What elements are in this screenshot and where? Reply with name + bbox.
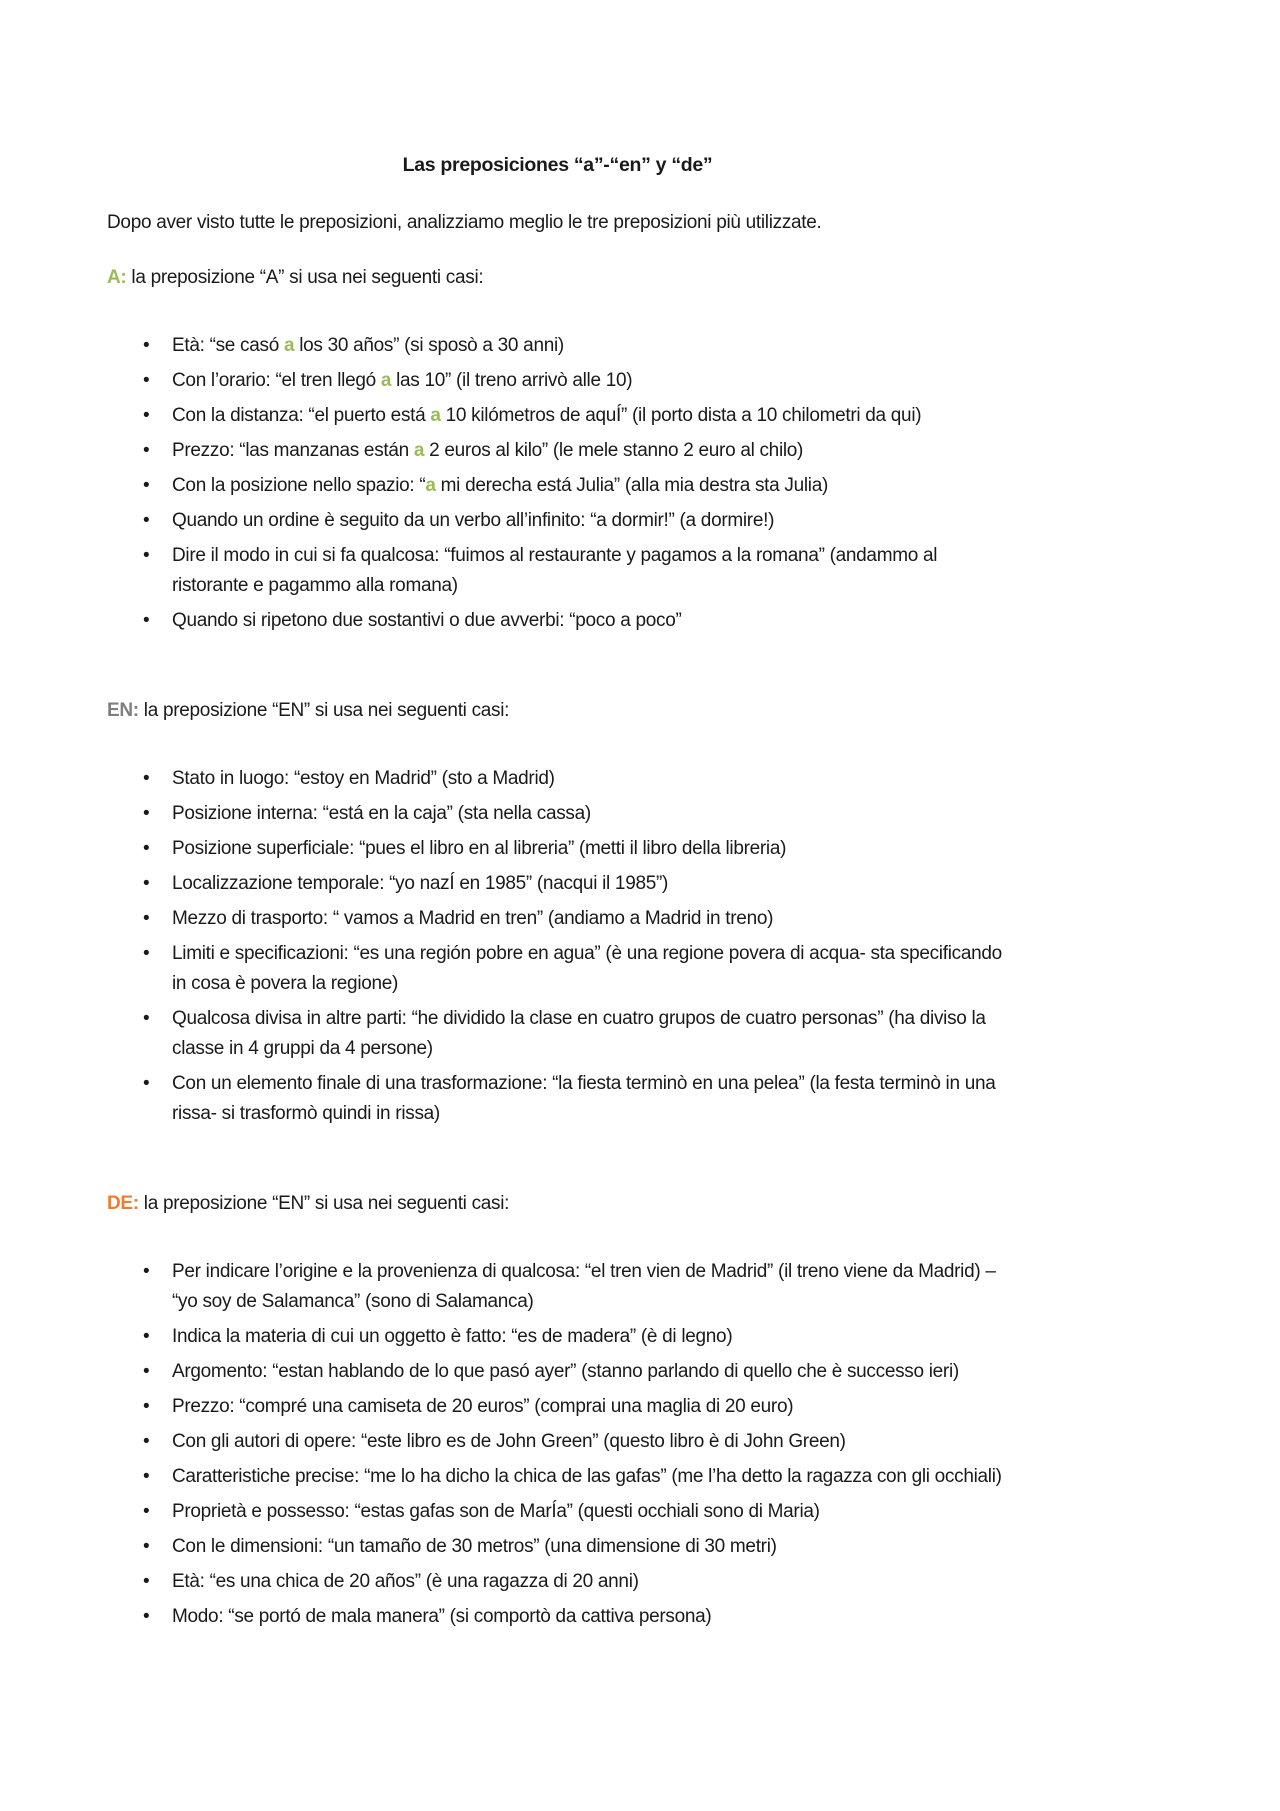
section-a-heading-text: la preposizione “A” si usa nei seguenti casi: <box>126 267 484 288</box>
bullet-item <box>143 939 1008 999</box>
bullet-item <box>143 1567 1008 1597</box>
bullet-text: Posizione superficiale: “pues el libro en al libreria” (metti il libro della libreria) <box>172 838 787 859</box>
bullet-text: Modo: “se portó de mala manera” (si comportò da cattiva persona) <box>172 1606 712 1627</box>
section-a-bullet-list <box>107 331 1008 636</box>
bullet-text: Argomento: “estan hablando de lo que pasó ayer” (stanno parlando di quello che è successo ieri) <box>172 1361 959 1382</box>
bullet-text: Localizzazione temporale: “yo nazÍ en 1985” (nacqui il 1985”) <box>172 873 669 894</box>
bullet-text: Con la posizione nello spazio: “ <box>172 475 426 496</box>
bullet-text: Quando un ordine è seguito da un verbo all’infinito: “a dormir!” (a dormire!) <box>172 510 775 531</box>
bullet-text: Indica la materia di cui un oggetto è fatto: “es de madera” (è di legno) <box>172 1326 733 1347</box>
highlighted-preposition: a <box>283 335 295 356</box>
section-de-heading-text: la preposizione “EN” si usa nei seguenti casi: <box>138 1193 510 1214</box>
bullet-item <box>143 1532 1008 1562</box>
highlighted-preposition: a <box>413 440 425 461</box>
bullet-item <box>143 904 1008 934</box>
bullet-item <box>143 764 1008 794</box>
sections-container <box>107 263 1008 1632</box>
bullet-text: Con gli autori di opere: “este libro es de John Green” (questo libro è di John Green) <box>172 1431 846 1452</box>
section-de-heading <box>107 1189 1008 1219</box>
bullet-item <box>143 401 1008 431</box>
section-a <box>107 263 1008 636</box>
section-en-heading <box>107 696 1008 726</box>
bullet-item <box>143 1427 1008 1457</box>
bullet-item <box>143 834 1008 864</box>
bullet-item <box>143 506 1008 536</box>
bullet-item <box>143 1462 1008 1492</box>
bullet-text: Prezzo: “compré una camiseta de 20 euros” (comprai una maglia di 20 euro) <box>172 1396 794 1417</box>
bullet-item <box>143 331 1008 361</box>
bullet-text: 2 euros al kilo” (le mele stanno 2 euro al chilo) <box>424 440 804 461</box>
bullet-text: Qualcosa divisa in altre parti: “he dividido la clase en cuatro grupos de cuatro personas” (ha diviso la classe in 4 gruppi da 4 persone) <box>172 1008 986 1059</box>
bullet-item <box>143 1357 1008 1387</box>
bullet-item <box>143 541 1008 601</box>
bullet-item <box>143 1257 1008 1317</box>
section-en <box>107 696 1008 1129</box>
bullet-text: Con le dimensioni: “un tamaño de 30 metros” (una dimensione di 30 metri) <box>172 1536 777 1557</box>
bullet-text: Per indicare l’origine e la provenienza di qualcosa: “el tren vien de Madrid” (il treno viene da Madrid) – “yo soy de Salamanca” (sono di Salamanca) <box>172 1261 996 1312</box>
bullet-item <box>143 606 1008 636</box>
bullet-text: 10 kilómetros de aquÍ” (il porto dista a 10 chilometri da qui) <box>440 405 922 426</box>
bullet-text: Con l’orario: “el tren llegó <box>172 370 381 391</box>
bullet-text: Dire il modo in cui si fa qualcosa: “fuimos al restaurante y pagamos a la romana” (andammo al ristorante e pagammo alla romana) <box>172 545 938 596</box>
bullet-text: Posizione interna: “está en la caja” (sta nella cassa) <box>172 803 591 824</box>
bullet-text: Età: “es una chica de 20 años” (è una ragazza di 20 anni) <box>172 1571 639 1592</box>
bullet-item <box>143 1602 1008 1632</box>
section-de <box>107 1189 1008 1632</box>
intro-paragraph: Dopo aver visto tutte le preposizioni, analizziamo meglio le tre preposizioni più utilizzate. <box>107 212 822 233</box>
bullet-item <box>143 436 1008 466</box>
section-de-label: DE: <box>107 1193 139 1214</box>
bullet-item <box>143 366 1008 396</box>
highlighted-preposition: a <box>425 475 436 496</box>
section-en-bullet-list <box>107 764 1008 1129</box>
bullet-item <box>143 869 1008 899</box>
bullet-text: las 10” (il treno arrivò alle 10) <box>391 370 633 391</box>
bullet-item <box>143 1392 1008 1422</box>
section-en-heading-text: la preposizione “EN” si usa nei seguenti casi: <box>138 700 510 721</box>
bullet-text: Stato in luogo: “estoy en Madrid” (sto a Madrid) <box>172 768 555 789</box>
bullet-item <box>143 1069 1008 1129</box>
section-de-bullet-list <box>107 1257 1008 1632</box>
highlighted-preposition: a <box>380 370 392 391</box>
bullet-text: Mezzo di trasporto: “ vamos a Madrid en tren” (andiamo a Madrid in treno) <box>172 908 774 929</box>
bullet-text: Età: “se casó <box>172 335 284 356</box>
bullet-text: Prezzo: “las manzanas están <box>172 440 414 461</box>
bullet-item <box>143 1004 1008 1064</box>
section-a-heading <box>107 263 1008 293</box>
page-title: Las preposiciones “a”-“en” y “de” <box>402 154 713 176</box>
bullet-text: Caratteristiche precise: “me lo ha dicho la chica de las gafas” (me l’ha detto la ragazza con gli occhiali) <box>172 1466 1002 1487</box>
section-en-label: EN: <box>107 700 139 721</box>
bullet-text: Limiti e specificazioni: “es una región pobre en agua” (è una regione povera di acqua- sta specificando in cosa è povera la regione) <box>172 943 1002 994</box>
section-a-label: A: <box>107 267 127 288</box>
bullet-text: los 30 años” (si sposò a 30 anni) <box>294 335 564 356</box>
bullet-item <box>143 1497 1008 1527</box>
bullet-text: Con un elemento finale di una trasformazione: “la fiesta terminò en una pelea” (la festa terminò in una rissa- si trasformò quindi in rissa) <box>172 1073 996 1124</box>
bullet-text: Con la distanza: “el puerto está <box>172 405 431 426</box>
bullet-item <box>143 471 1008 501</box>
bullet-text: Quando si ripetono due sostantivi o due avverbi: “poco a poco” <box>172 610 682 631</box>
bullet-text: Proprietà e possesso: “estas gafas son de MarÍa” (questi occhiali sono di Maria) <box>172 1501 820 1522</box>
bullet-text: mi derecha está Julia” (alla mia destra sta Julia) <box>435 475 828 496</box>
highlighted-preposition: a <box>430 405 441 426</box>
bullet-item <box>143 1322 1008 1352</box>
bullet-item <box>143 799 1008 829</box>
